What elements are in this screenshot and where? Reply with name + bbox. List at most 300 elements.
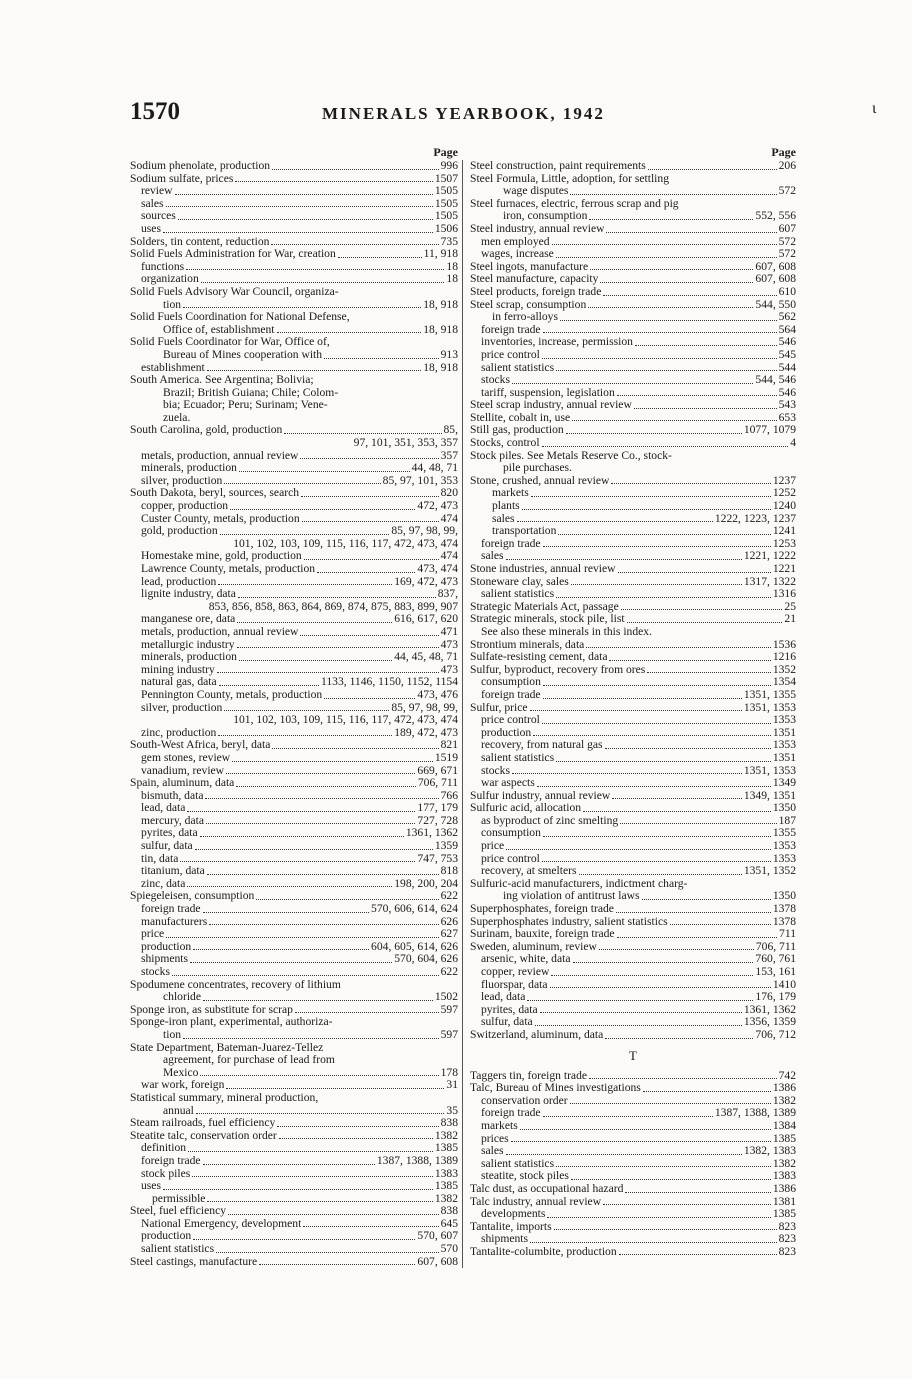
leader-dots <box>192 1176 433 1177</box>
leader-dots <box>272 169 439 170</box>
entry-term: Pennington County, metals, production <box>141 688 323 701</box>
entry-pages: 187 <box>778 814 796 827</box>
entry-pages: 562 <box>778 311 796 324</box>
index-entry <box>130 576 458 589</box>
entry-pages: 1351, 1352 <box>743 865 796 878</box>
entry-term: uses <box>141 1180 161 1193</box>
entry-term: sulfur, data <box>141 840 193 853</box>
index-entry <box>470 1133 796 1146</box>
index-entry <box>130 765 458 778</box>
leader-dots <box>205 798 438 799</box>
entry-pages: 546 <box>778 386 796 399</box>
entry-pages: 21 <box>784 613 796 626</box>
entry-pages: 543 <box>778 399 796 412</box>
entry-pages: 572 <box>778 248 796 261</box>
entry-term: Still gas, production <box>470 424 564 437</box>
entry-term: bismuth, data <box>141 789 204 802</box>
entry-term: silver, production <box>141 474 223 487</box>
index-entry <box>470 286 796 299</box>
entry-term: Sulfate-resisting cement, data <box>470 651 608 664</box>
entry-pages: 821 <box>440 739 458 752</box>
index-entry <box>470 538 796 551</box>
entry-term: tion <box>163 298 182 311</box>
entry-term: as byproduct of zinc smelting <box>481 814 619 827</box>
index-entry <box>470 1233 796 1246</box>
entry-term: pile purchases. <box>503 462 572 475</box>
entry-pages: 1349, 1351 <box>743 789 796 802</box>
entry-term: Steel furnaces, electric, ferrous scrap and pig <box>470 197 679 210</box>
entry-term: Sulfur, price <box>470 701 528 714</box>
entry-pages: 178 <box>440 1066 458 1079</box>
entry-term: war aspects <box>481 777 535 790</box>
leader-dots <box>551 975 753 976</box>
entry-pages: 552, 556 <box>755 210 796 223</box>
entry-term: Sulfuric-acid manufacturers, indictment charg- <box>470 877 688 890</box>
entry-pages: 604, 605, 614, 626 <box>371 940 458 953</box>
entry-term: Solid Fuels Advisory War Council, organiza- <box>130 285 339 298</box>
leader-dots <box>217 672 439 673</box>
entry-pages: 25 <box>784 600 796 613</box>
leader-dots <box>218 584 392 585</box>
leader-dots <box>188 1151 433 1152</box>
leader-dots <box>317 572 415 573</box>
entry-term: gold, production <box>141 525 218 538</box>
entry-pages: 1221 <box>772 563 796 575</box>
leader-dots <box>228 1214 439 1215</box>
page-number: 1570 <box>130 98 180 125</box>
entry-pages: 1505 <box>434 197 458 210</box>
leader-dots <box>304 559 439 560</box>
entry-pages: 4 <box>790 437 796 450</box>
index-entry <box>130 550 458 563</box>
index-entry <box>130 387 458 400</box>
entry-term: consumption <box>481 827 541 840</box>
leader-dots <box>232 761 433 762</box>
entry-term: Solid Fuels Coordination for National Defense, <box>130 311 350 324</box>
entry-term: annual <box>163 1104 194 1117</box>
index-entry <box>130 928 458 941</box>
leader-dots <box>617 395 777 396</box>
entry-term: production <box>141 940 192 953</box>
index-entry <box>470 324 796 337</box>
index-entry <box>130 979 458 992</box>
entry-term: functions <box>141 260 185 273</box>
index-entry <box>470 387 796 400</box>
entry-term: Statistical summary, mineral production, <box>130 1091 319 1104</box>
index-entry <box>130 601 458 614</box>
entry-pages: 18 <box>446 273 458 286</box>
index-entry <box>470 689 796 702</box>
index-entry <box>130 1079 458 1092</box>
leader-dots <box>552 244 777 245</box>
entry-term: mining industry <box>141 663 215 676</box>
index-entry <box>470 651 796 664</box>
index-entry <box>130 412 458 425</box>
leader-dots <box>196 1113 445 1114</box>
index-entry <box>470 878 796 891</box>
leader-dots <box>302 521 439 522</box>
entry-pages: 1387, 1388, 1389 <box>376 1154 458 1167</box>
leader-dots <box>520 1129 771 1130</box>
entry-term: permissible <box>152 1192 206 1205</box>
index-entry <box>130 651 458 664</box>
entry-term: arsenic, white, data <box>481 953 571 966</box>
entry-term: zinc, data <box>141 877 186 890</box>
entry-term: recovery, at smelters <box>481 865 577 878</box>
leader-dots <box>558 534 770 535</box>
entry-pages: 1349 <box>772 777 796 790</box>
leader-dots <box>570 194 776 195</box>
index-entry <box>130 1117 458 1130</box>
leader-dots <box>166 206 433 207</box>
leader-dots <box>506 1154 742 1155</box>
entry-term: lead, data <box>481 991 526 1004</box>
entry-pages: 1385 <box>772 1132 796 1145</box>
index-entry <box>130 475 458 488</box>
entry-term: price <box>481 840 505 853</box>
index-entry <box>130 1256 458 1269</box>
leader-dots <box>218 735 392 736</box>
entry-term: sources <box>141 210 176 223</box>
entry-pages: 206 <box>778 160 796 172</box>
section-letter: T <box>629 1047 637 1063</box>
index-entry <box>130 286 458 299</box>
entry-term: tariff, suspension, legislation <box>481 386 615 399</box>
entry-term: price control <box>481 714 540 727</box>
entry-term: manganese ore, data <box>141 613 236 626</box>
index-entry <box>470 525 796 538</box>
entry-term: salient statistics <box>481 1157 555 1170</box>
entry-term: Steatite talc, conservation order <box>130 1129 277 1142</box>
index-entry <box>130 878 458 891</box>
index-entry <box>470 601 796 614</box>
entry-pages: 1385 <box>434 1142 458 1155</box>
entry-term: Stone, crushed, annual review <box>470 474 610 487</box>
entry-pages: 169, 472, 473 <box>394 575 458 588</box>
index-entry <box>470 1221 796 1234</box>
leader-dots <box>235 181 432 182</box>
entry-term: foreign trade <box>141 1154 201 1167</box>
entry-term: inventories, increase, permission <box>481 336 633 349</box>
entry-pages: 1252 <box>772 487 796 500</box>
entry-term: Solid Fuels Administration for War, creation <box>130 248 336 261</box>
leader-dots <box>206 823 415 824</box>
entry-pages: 473 <box>440 638 458 651</box>
entry-pages: 101, 102, 103, 109, 115, 116, 117, 472, 473, 474 <box>233 714 458 727</box>
entry-term: metals, production, annual review <box>141 625 299 638</box>
entry-pages: 607, 608 <box>417 1255 458 1268</box>
index-entry <box>470 437 796 450</box>
entry-term: Sulfur, byproduct, recovery from ores <box>470 663 646 676</box>
index-entry <box>130 185 458 198</box>
leader-dots <box>537 786 771 787</box>
leader-dots <box>517 521 713 522</box>
entry-pages: 544, 550 <box>755 298 796 311</box>
entry-term: vanadium, review <box>141 764 225 777</box>
index-entry <box>130 689 458 702</box>
entry-term: shipments <box>141 953 189 966</box>
index-entry <box>470 664 796 677</box>
entry-pages: 838 <box>440 1205 458 1218</box>
entry-pages: 820 <box>440 487 458 500</box>
entry-term: silver, production <box>141 701 223 714</box>
leader-dots <box>620 823 776 824</box>
entry-term: Spain, aluminum, data <box>130 777 235 790</box>
entry-pages: 1221, 1222 <box>743 550 796 563</box>
leader-dots <box>224 483 380 484</box>
index-entry <box>470 299 796 312</box>
leader-dots <box>230 509 415 510</box>
entry-term: salient statistics <box>141 1243 215 1256</box>
entry-pages: 1351, 1355 <box>743 688 796 701</box>
index-entry <box>130 437 458 450</box>
entry-pages: 597 <box>440 1028 458 1041</box>
index-entry <box>130 299 458 312</box>
entry-term: tion <box>163 1028 182 1041</box>
entry-pages: 1237 <box>772 474 796 487</box>
index-entry <box>130 311 458 324</box>
leader-dots <box>627 622 783 623</box>
entry-term: stocks <box>141 966 170 978</box>
leader-dots <box>635 345 777 346</box>
leader-dots <box>271 244 438 245</box>
entry-pages: 913 <box>440 348 458 361</box>
entry-term: Steel industry, annual review <box>470 222 605 235</box>
index-entry <box>130 840 458 853</box>
leader-dots <box>543 1116 713 1117</box>
index-entry <box>470 739 796 752</box>
entry-term: copper, review <box>481 966 550 978</box>
index-entry <box>130 513 458 526</box>
entry-term: See also these minerals in this index. <box>481 625 652 638</box>
entry-pages: 1378 <box>772 915 796 928</box>
index-entry <box>130 790 458 803</box>
leader-dots <box>163 232 433 233</box>
entry-term: Tantalite, imports <box>470 1220 552 1233</box>
index-entry <box>130 639 458 652</box>
entry-term: South-West Africa, beryl, data <box>130 739 271 752</box>
entry-term: recovery, from natural gas <box>481 739 603 752</box>
leader-dots <box>324 698 415 699</box>
leader-dots <box>237 622 392 623</box>
index-entry <box>470 261 796 274</box>
index-entry-list <box>470 1070 796 1259</box>
index-entry <box>470 941 796 954</box>
entry-pages: 189, 472, 473 <box>394 726 458 739</box>
entry-pages: 837, <box>437 588 458 601</box>
entry-pages: 572 <box>778 185 796 198</box>
leader-dots <box>175 194 433 195</box>
index-entry <box>130 1193 458 1206</box>
leader-dots <box>550 987 771 988</box>
entry-pages: 1350 <box>772 802 796 815</box>
entry-term: Taggers tin, foreign trade <box>470 1069 588 1082</box>
entry-pages: 357 <box>440 449 458 462</box>
entry-pages: 1356, 1359 <box>743 1016 796 1029</box>
entry-term: transportation <box>492 525 557 538</box>
entry-term: Steel manufacture, capacity <box>470 273 599 286</box>
entry-pages: 1317, 1322 <box>743 575 796 588</box>
entry-pages: 1507 <box>434 172 458 185</box>
leader-dots <box>583 811 771 812</box>
entry-pages: 706, 712 <box>755 1028 796 1041</box>
leader-dots <box>556 597 771 598</box>
entry-pages: 1253 <box>772 537 796 550</box>
entry-term: markets <box>481 1119 518 1132</box>
entry-term: minerals, production <box>141 462 237 475</box>
index-entry <box>130 261 458 274</box>
leader-dots <box>543 332 777 333</box>
index-entry <box>470 362 796 375</box>
leader-dots <box>589 219 753 220</box>
index-entry <box>130 827 458 840</box>
index-entry <box>470 1029 796 1042</box>
leader-dots <box>195 849 433 850</box>
entry-pages: 97, 101, 351, 353, 357 <box>353 437 458 450</box>
entry-term: sales <box>481 550 504 563</box>
leader-dots <box>300 635 438 636</box>
entry-pages: 474 <box>440 550 458 563</box>
entry-pages: 1505 <box>434 185 458 198</box>
index-entry <box>470 1070 796 1083</box>
entry-pages: 101, 102, 103, 109, 115, 116, 117, 472, 473, 474 <box>233 537 458 550</box>
index-entry <box>470 903 796 916</box>
leader-dots <box>207 874 439 875</box>
index-entry <box>130 1004 458 1017</box>
index-entry <box>130 1016 458 1029</box>
entry-term: Steel castings, manufacture <box>130 1255 258 1268</box>
index-entry <box>130 374 458 387</box>
entry-term: stocks <box>481 374 510 387</box>
leader-dots <box>590 269 753 270</box>
leader-dots <box>200 836 404 837</box>
entry-pages: 1383 <box>434 1167 458 1180</box>
index-entry <box>470 727 796 740</box>
leader-dots <box>237 647 439 648</box>
entry-pages: 1383 <box>772 1170 796 1183</box>
index-entry <box>470 991 796 1004</box>
leader-dots <box>180 861 415 862</box>
entry-pages: 1353 <box>772 714 796 727</box>
index-entry <box>470 588 796 601</box>
entry-pages: 766 <box>440 789 458 802</box>
leader-dots <box>542 358 777 359</box>
leader-dots <box>617 937 777 938</box>
entry-pages: 1386 <box>772 1182 796 1195</box>
entry-pages: 546 <box>778 336 796 349</box>
entry-term: natural gas, data <box>141 676 217 689</box>
leader-dots <box>579 874 742 875</box>
index-entry <box>470 815 796 828</box>
entry-pages: 1353 <box>772 739 796 752</box>
index-entry <box>470 752 796 765</box>
leader-dots <box>239 471 410 472</box>
entry-pages: 1359 <box>434 840 458 853</box>
index-entry <box>470 311 796 324</box>
leader-dots <box>605 748 771 749</box>
leader-dots <box>588 307 753 308</box>
entry-pages: 1382 <box>434 1192 458 1205</box>
entry-pages: 1382 <box>434 1129 458 1142</box>
entry-pages: 1351, 1353 <box>743 701 796 714</box>
leader-dots <box>586 647 771 648</box>
entry-pages: 1505 <box>434 210 458 223</box>
entry-term: bia; Ecuador; Peru; Surinam; Vene- <box>163 399 328 412</box>
index-entry <box>130 424 458 437</box>
entry-pages: 176, 179 <box>755 991 796 1004</box>
index-entry <box>470 802 796 815</box>
entry-term: titanium, data <box>141 865 205 878</box>
leader-dots <box>303 1226 438 1227</box>
entry-term: sales <box>481 1145 504 1158</box>
entry-term: Homestake mine, gold, production <box>141 550 302 563</box>
entry-pages: 85, 97, 98, 99, <box>391 525 458 538</box>
index-entry <box>470 563 796 576</box>
entry-pages: 706, 711 <box>755 940 796 953</box>
entry-term: Stellite, cobalt in, use <box>470 411 571 424</box>
entry-term: Sodium phenolate, production <box>130 160 271 172</box>
entry-pages: 177, 179 <box>417 802 458 815</box>
leader-dots <box>543 685 771 686</box>
leader-dots <box>511 1141 771 1142</box>
entry-term: zinc, production <box>141 726 217 739</box>
index-entry <box>470 487 796 500</box>
margin-mark: ι <box>872 100 877 117</box>
index-entry <box>470 185 796 198</box>
leader-dots <box>643 1091 771 1092</box>
entry-term: metallurgic industry <box>141 638 235 651</box>
entry-term: Stone industries, annual review <box>470 563 616 575</box>
leader-dots <box>172 975 439 976</box>
entry-term: Steel, fuel efficiency <box>130 1205 227 1218</box>
index-entry <box>470 1016 796 1029</box>
index-entry <box>470 865 796 878</box>
page-column-label: Page <box>771 145 796 159</box>
index-entry <box>130 349 458 362</box>
entry-pages: 1382 <box>772 1157 796 1170</box>
index-entry <box>470 424 796 437</box>
entry-term: price <box>141 928 165 941</box>
index-entry <box>130 487 458 500</box>
entry-term: gem stones, review <box>141 751 231 764</box>
entry-term: South Dakota, beryl, sources, search <box>130 487 300 500</box>
leader-dots <box>642 899 771 900</box>
entry-term: lignite industry, data <box>141 588 236 601</box>
index-entry <box>470 236 796 249</box>
entry-pages: 1502 <box>434 991 458 1004</box>
entry-pages: 597 <box>440 1003 458 1016</box>
entry-pages: 711 <box>779 928 796 941</box>
entry-pages: 760, 761 <box>755 953 796 966</box>
entry-term: developments <box>481 1208 546 1221</box>
index-entry <box>470 210 796 223</box>
leader-dots <box>201 282 445 283</box>
index-entry <box>130 450 458 463</box>
index-entry <box>130 1029 458 1042</box>
entry-term: shipments <box>481 1233 529 1246</box>
index-entry <box>470 702 796 715</box>
entry-term: Steel scrap, consumption <box>470 298 587 311</box>
entry-term: ing violation of antitrust laws <box>503 890 640 903</box>
leader-dots <box>554 1229 777 1230</box>
entry-term: consumption <box>481 676 541 689</box>
index-entry <box>130 336 458 349</box>
leader-dots <box>599 949 754 950</box>
entry-term: State Department, Bateman-Juarez-Tellez <box>130 1041 324 1054</box>
entry-pages: 1410 <box>772 978 796 991</box>
entry-pages: 742 <box>778 1069 796 1082</box>
leader-dots <box>295 1012 439 1013</box>
